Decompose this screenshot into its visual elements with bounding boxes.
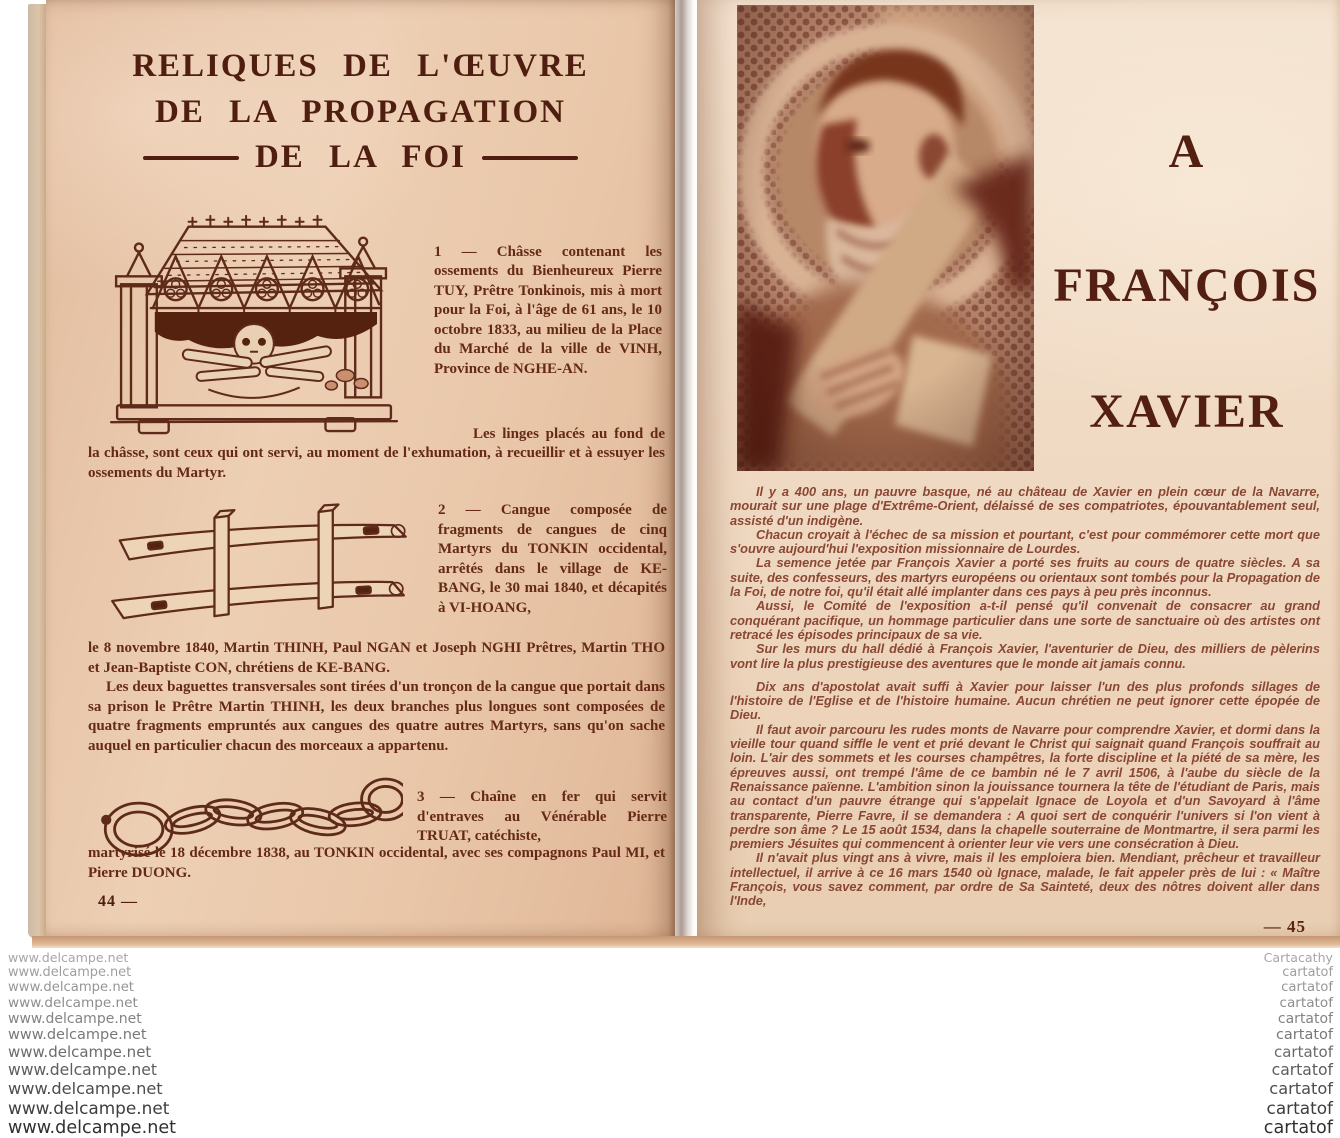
watermark-text: www.delcampe.net [8,1027,147,1043]
right-page [697,0,1340,945]
item-2-row [88,495,667,637]
body-paragraph: Il n'avait plus vingt ans à vivre, mais il les emploiera bien. Mendiant, prêcheur et travailleur intellectuel, il arrive à ce 16 mars 1540 où Ignace, malade, le fait appeler près de lui : « Maître François, vous savez comment, par ordre de Sa Sainteté, deux des nôtres doivent aller dans l'Inde, [730,850,1320,909]
item-1-continuation: Les linges placés au fond de la châsse, sont ceux qui ont servi, au moment de l'exhumation, à recueillir et à essuyer les ossements du Martyr. [88,425,665,481]
watermark-text: www.delcampe.net [8,1079,163,1098]
title-rule [482,156,578,160]
watermark-text: cartatof [1266,1098,1333,1118]
title-rule [143,156,239,160]
watermark-text: www.delcampe.net [8,1061,157,1079]
watermark-text: www.delcampe.net [8,1098,170,1118]
item-2-text: 2 — Cangue composée de fragments de cangues de cinq Martyrs du TONKIN occidental, arrêtés dans le village de KE-BANG, le 30 mai 1840, et décapités à VI-HOANG, [438,502,667,616]
watermark-text: cartatof [1282,965,1333,980]
title-line: RELIQUES DE L'ŒUVRE [132,48,589,84]
title-line: DE LA FOI [254,139,467,176]
article-body [730,485,1320,909]
watermark-text: cartatof [1271,1061,1333,1079]
watermark-text: www.delcampe.net [8,1118,177,1138]
watermark-text: www.delcampe.net [8,995,138,1011]
title-line: FRANÇOIS [1053,259,1321,312]
article-title [1034,0,1340,471]
item-3-continuation: martyrisé le 18 décembre 1838, au TONKIN occidental, avec ses compagnons Paul MI, et Pierre DUONG. [88,845,665,881]
watermark-column-left [8,950,177,1138]
body-paragraph: Dix ans d'apostolat avait suffi à Xavier pour laisser l'un des plus profonds sillages de l'histoire de l'Eglise et de l'histoire humaine. Aucun chrétien ne peut ignorer cette épopée de Dieu. [730,678,1320,723]
body-paragraph: Aussi, le Comité de l'exposition a-t-il pensé qu'il convenait de consacrer au grand conquérant pacifique, un hommage particulier dans une sorte de sanctuaire où des artistes ont retracé les épisodes principaux de sa vie. [730,598,1320,642]
watermark-text: Cartacathy [1263,950,1333,965]
watermark-text: cartatof [1273,1043,1333,1061]
booklet-bottom-edge [32,936,1340,948]
booklet-edge [28,4,46,938]
watermark-text: cartatof [1263,1118,1333,1138]
watermark-text: cartatof [1281,980,1333,995]
body-paragraph: Sur les murs du hall dédié à François Xavier, l'aventurier de Dieu, des milliers de pèlerins vont lire la plus prestigieuse des aventures que le monde ait jamais connu. [730,641,1320,671]
item-1-row [88,193,667,443]
reliquary-illustration [88,193,424,443]
watermark-text: www.delcampe.net [8,980,134,995]
left-page-title [71,44,651,181]
body-paragraph: La semence jetée par François Xavier a porté ses fruits au cours de quatre siècles. A sa suite, des confesseurs, des martyrs européens ou orientaux sont tombés pour la Propagation de la Foi, de notre foi, qu'il était allé implanter dans ces pays à peu près inconnus. [730,555,1320,600]
item-1-text: 1 — Châsse contenant les ossements du Bienheureux Pierre TUY, Prêtre Tonkinois, mis à mort pour la Foi, à l'âge de 61 ans, le 10 octobre 1833, au milieu de la Place du Marché de la ville de VINH, Province de NGHE-AN. [434,243,662,377]
item-2-continuation: le 8 novembre 1840, Martin THINH, Paul NGAN et Joseph NGHI Prêtres, Martin THO et Jean-Baptiste CON, chrétiens de KE-BANG. [88,640,665,676]
left-page-number: 44 — [98,893,138,911]
watermark-text: www.delcampe.net [8,1011,142,1027]
watermark-area [8,950,1333,1138]
title-line: XAVIER [1089,385,1285,438]
francois-xavier-photo [737,5,1034,471]
body-paragraph: Il y a 400 ans, un pauvre basque, né au château de Xavier en plein cœur de la Navarre, mourait sur une plage d'Extrême-Orient, délaissé de ses compatriotes, épouvantablement seul, assisté d'un indigène. [730,484,1320,528]
watermark-text: cartatof [1269,1079,1333,1098]
watermark-text: cartatof [1275,1027,1333,1043]
title-line: DE LA PROPAGATION [155,93,566,130]
item-3-text: 3 — Chaîne en fer qui servit d'entraves au Vénérable Pierre TRUAT, catéchiste, [417,789,667,845]
watermark-text: www.delcampe.net [8,950,129,965]
watermark-column-right [1263,950,1333,1138]
watermark-text: cartatof [1279,995,1333,1011]
watermark-text: cartatof [1277,1011,1333,1027]
body-paragraph: Il faut avoir parcouru les rudes monts de Navarre pour comprendre Xavier, et dormi dans la vieille tour quand siffle le vent et prié devant le Christ qui saignait quand François souffrait au loin. L'air des sommets et les courses champêtres, la forte discipline et la piété de sa mère, les épreuves aussi, ont trempé l'âme de ce bambin né le 7 avril 1506, à l'aube du siècle de la Renaissance païenne. L'ambition sinon la jouissance tournera la tête de l'étudiant de Paris, mais au contact d'un pauvre étrange qui s'appelait Ignace de Loyola et d'un Savoyard à l'âme transparente, Pierre Favre, il se demandera : A quoi sert de conquérir l'univers si l'on vient à perdre son âme ? Le 15 août 1534, dans la chapelle souterraine de Montmartre, il sera parmi les premiers Jésuites qui commencent à orienter leur vie vers une consécration à Dieu. [730,721,1320,852]
watermark-text: www.delcampe.net [8,1043,152,1061]
cangue-illustration [88,495,428,637]
title-line: A [1168,125,1206,178]
watermark-text: www.delcampe.net [8,965,132,980]
left-page [46,0,675,940]
item-2-paragraph-2: Les deux baguettes transversales sont tirées d'un tronçon de la cangue que portait dans sa prison le Prêtre Martin THINH, les deux branches plus longues sont composées de quatre fragments empruntés aux cangues des quatre autres Martyrs, sans qu'on sache auquel en particulier chacun des morceaux a appartenu. [88,679,665,754]
body-paragraph: Chacun croyait à l'échec de sa mission et pourtant, c'est pour commémorer cette mort que s'ouvre aujourd'hui l'exposition missionnaire de Lourdes. [730,526,1320,557]
right-page-number: — 45 [1263,916,1306,936]
